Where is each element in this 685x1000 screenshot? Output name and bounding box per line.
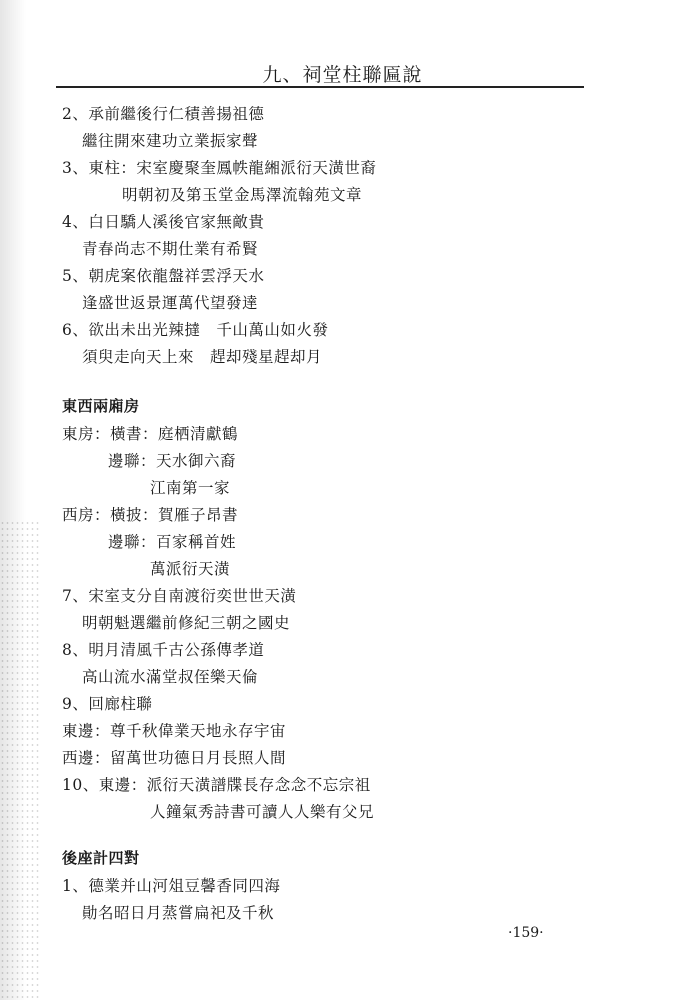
header-rule xyxy=(56,86,584,88)
couplet-line: 7、宋室支分自南渡衍奕世世天潢 xyxy=(62,587,297,605)
couplet-line: 勛名昭日月蒸嘗扁祀及千秋 xyxy=(82,904,275,922)
couplet-line: 西邊：留萬世功德日月長照人間 xyxy=(62,749,287,767)
section-heading: 後座計四對 xyxy=(62,849,140,867)
couplet-line: 繼往開來建功立業振家聲 xyxy=(82,132,259,150)
couplet-line: 東邊：尊千秋偉業天地永存宇宙 xyxy=(62,722,287,740)
couplet-line: 東房：橫書：庭栖清獻鶴 xyxy=(62,425,239,443)
scan-edge-speckle xyxy=(0,520,40,1000)
couplet-line: 6、欲出未出光辣撻 千山萬山如火發 xyxy=(62,321,329,339)
couplet-line: 西房：橫披：賀雁子昂書 xyxy=(62,506,239,524)
couplet-line: 1、德業并山河俎豆馨香同四海 xyxy=(62,877,281,895)
couplet-line: 邊聯：百家稱首姓 xyxy=(108,533,237,551)
couplet-line: 人鐘氣秀詩書可讀人人樂有父兄 xyxy=(150,803,375,821)
page-number: ·159· xyxy=(508,925,544,941)
couplet-line: 逢盛世返景運萬代望發達 xyxy=(82,294,259,312)
couplet-line: 明朝初及第玉堂金馬澤流翰苑文章 xyxy=(122,186,363,204)
couplet-line: 10、東邊：派衍天潢譜牒長存念念不忘宗祖 xyxy=(62,776,371,794)
couplet-line: 萬派衍天潢 xyxy=(150,560,231,578)
couplet-line: 2、承前繼後行仁積善揚祖德 xyxy=(62,105,265,123)
couplet-line: 8、明月清風千古公孫傳孝道 xyxy=(62,641,265,659)
couplet-line: 3、東柱：宋室慶聚奎鳳帙龍緗派衍天潢世裔 xyxy=(62,159,377,177)
couplet-line: 江南第一家 xyxy=(150,479,231,497)
couplet-line: 9、回廊柱聯 xyxy=(62,695,153,713)
couplet-line: 5、朝虎案依龍盤祥雲浮天水 xyxy=(62,267,265,285)
chapter-title: 九、祠堂柱聯匾說 xyxy=(262,64,423,86)
couplet-line: 高山流水滿堂叔侄樂天倫 xyxy=(82,668,259,686)
couplet-line: 青春尚志不期仕業有希賢 xyxy=(82,240,259,258)
couplet-line: 4、白日驕人溪後官家無敵貴 xyxy=(62,213,265,231)
couplet-line: 邊聯：天水御六裔 xyxy=(108,452,237,470)
couplet-line: 須臾走向天上來 趕却殘星趕却月 xyxy=(82,348,323,366)
section-heading: 東西兩廂房 xyxy=(62,397,140,415)
couplet-line: 明朝魁選繼前修紀三朝之國史 xyxy=(82,614,291,632)
